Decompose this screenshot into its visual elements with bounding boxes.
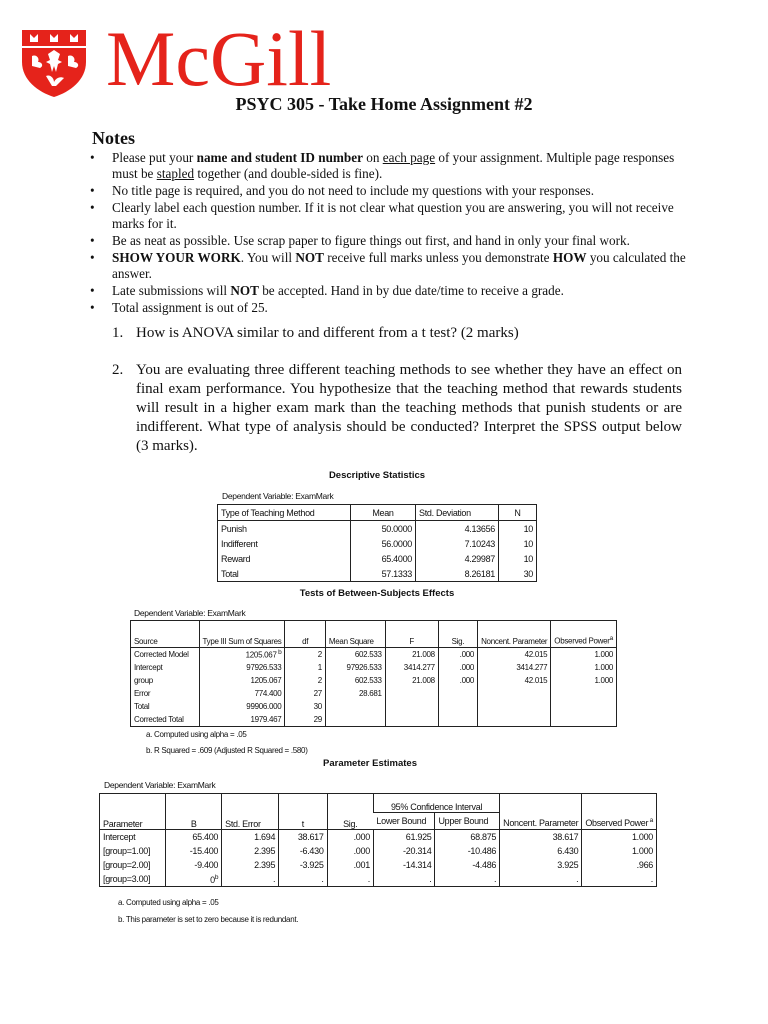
table-header-row: Source Type III Sum of Squares df Mean Square F Sig. Noncent. Parameter Observed Power$^a$ — [131, 621, 617, 648]
parameter-estimates-table — [99, 793, 657, 887]
question-number: 2. — [112, 362, 124, 378]
between-subjects-table — [130, 620, 617, 727]
between-footnote-b: b. R Squared = .609 (Adjusted R Squared = .580) — [146, 746, 308, 755]
question-1 — [112, 324, 682, 343]
table-header-row: Parameter B Std. Error t Sig. 95% Confidence Interval Noncent. Parameter Observed Power $^a$ — [100, 794, 657, 813]
question-number: 1. — [112, 325, 124, 341]
table-header-row: Type of Teaching Method Mean Std. Deviation N — [218, 505, 537, 521]
table-row: [group=1.00] -15.400 2.395 -6.430 .000 -20.314 -10.486 6.430 1.000 — [100, 844, 657, 858]
table-row: Intercept 65.400 1.694 38.617 .000 61.925 68.875 38.617 1.000 — [100, 830, 657, 845]
table-row: Reward 65.4000 4.29987 10 — [218, 551, 537, 566]
question-text: You are evaluating three different teaching methods to see whether they have an effect on final exam performance. You hypothesize that the teaching method that rewards students will result in a higher exam mark than the teaching methods that punish students or are indifferent. What type of analysis should be conducted? Interpret the SPSS output below (3 marks). — [136, 362, 682, 454]
table-row: Error 774.400 27 28.681 — [131, 687, 617, 700]
note-item: • SHOW YOUR WORK. You will NOT receive full marks unless you demonstrate HOW you calculated the answer. — [88, 250, 688, 282]
page-title: PSYC 305 - Take Home Assignment #2 — [235, 94, 533, 114]
notes-list — [88, 150, 688, 317]
table-row: [group=2.00] -9.400 2.395 -3.925 .001 -14.314 -4.486 3.925 .966 — [100, 858, 657, 872]
table-row: Corrected Total 1979.467 29 — [131, 713, 617, 727]
confidence-interval-header: 95% Confidence Interval — [373, 794, 499, 813]
table-row: Total 57.1333 8.26181 30 — [218, 566, 537, 582]
params-caption: Parameter Estimates — [323, 758, 417, 769]
question-2 — [112, 361, 682, 456]
between-footnote-a: a. Computed using alpha = .05 — [146, 730, 247, 739]
table-row: group 1205.067 2 602.533 21.008 .000 42.015 1.000 — [131, 674, 617, 687]
descriptive-stats-table — [217, 504, 537, 582]
note-item: • Please put your name and student ID number on each page of your assignment. Multiple page responses must be stapled together (and double-sided is fine). — [88, 150, 688, 182]
note-item: • Late submissions will NOT be accepted. Hand in by due date/time to receive a grade. — [88, 283, 688, 299]
note-item: • No title page is required, and you do not need to include my questions with your responses. — [88, 183, 688, 199]
descriptive-depvar: Dependent Variable: ExamMark — [222, 491, 334, 501]
between-caption: Tests of Between-Subjects Effects — [299, 588, 455, 599]
note-item: • Be as neat as possible. Use scrap paper to figure things out first, and hand in only your final work. — [88, 233, 688, 249]
mcgill-crest-logo — [20, 18, 88, 98]
table-row: Corrected Model 1205.067 $^b$ 2 602.533 21.008 .000 42.015 1.000 — [131, 648, 617, 662]
notes-heading: Notes — [92, 128, 135, 148]
table-row: Indifferent 56.0000 7.10243 10 — [218, 536, 537, 551]
note-item: • Total assignment is out of 25. — [88, 300, 688, 316]
table-row: [group=3.00] 0$^b$ . . . . . . . — [100, 872, 657, 887]
params-footnote-b: b. This parameter is set to zero because it is redundant. — [118, 915, 299, 924]
between-depvar: Dependent Variable: ExamMark — [134, 608, 246, 618]
note-item: • Clearly label each question number. If it is not clear what question you are answering, you will not receive marks for it. — [88, 200, 688, 232]
question-text: How is ANOVA similar to and different from a t test? (2 marks) — [136, 325, 519, 341]
mcgill-wordmark: McGill — [106, 15, 332, 102]
table-row: Punish 50.0000 4.13656 10 — [218, 521, 537, 537]
table-header-row: Lower Bound Upper Bound — [100, 813, 657, 830]
table-row: Intercept 97926.533 1 97926.533 3414.277 .000 3414.277 1.000 — [131, 661, 617, 674]
descriptive-caption: Descriptive Statistics — [328, 470, 426, 481]
table-row: Total 99906.000 30 — [131, 700, 617, 713]
params-footnote-a: a. Computed using alpha = .05 — [118, 898, 219, 907]
params-depvar: Dependent Variable: ExamMark — [104, 780, 216, 790]
